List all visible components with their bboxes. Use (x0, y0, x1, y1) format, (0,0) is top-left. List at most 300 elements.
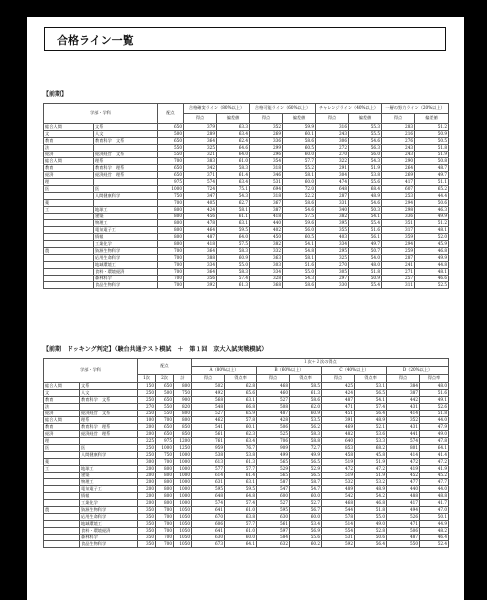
value-cell: 441 (387, 431, 420, 438)
pass-line-table (43, 103, 449, 289)
value-cell: 469 (322, 424, 355, 431)
faculty-cell (44, 282, 94, 289)
faculty-cell (44, 527, 80, 534)
value-cell: 264 (382, 165, 415, 172)
value-cell: 347 (184, 192, 217, 199)
value-cell: 56.0 (283, 227, 316, 234)
faculty-cell: 工 (44, 465, 80, 472)
points-header: 配点 (158, 104, 184, 124)
value-cell: 531 (250, 179, 283, 186)
value-cell: 975 (156, 438, 174, 445)
value-cell: 58.3 (290, 431, 322, 438)
department-cell: 人文 (80, 389, 138, 396)
value-cell: 47.2 (355, 465, 387, 472)
value-cell: 62.0 (290, 403, 322, 410)
value-cell: 550 (158, 144, 184, 151)
score-header: 得点 (250, 114, 283, 124)
value-cell: 269 (250, 130, 283, 137)
table-row (44, 282, 449, 289)
faculty-cell: 経済 (44, 431, 80, 438)
value-cell: 630 (257, 513, 290, 520)
value-cell: 532 (322, 479, 355, 486)
value-cell: 287 (382, 254, 415, 261)
value-cell: 550 (158, 151, 184, 158)
value-cell: 49.0 (420, 431, 449, 438)
value-cell: 547 (257, 486, 290, 493)
value-cell: 48.9 (355, 486, 387, 493)
value-cell: 47.8 (420, 438, 449, 445)
value-cell: 58.1 (283, 172, 316, 179)
department-cell: 工業化学 (80, 500, 138, 507)
value-cell: 54.6 (283, 206, 316, 213)
value-cell: 487 (322, 396, 355, 403)
dept-header: 学部・学科 (44, 359, 138, 383)
faculty-cell: 法 (44, 144, 94, 151)
value-cell: 270 (316, 261, 349, 268)
value-cell: 52.4 (420, 541, 449, 548)
value-cell: 414 (387, 410, 420, 417)
value-cell: 75.1 (217, 186, 250, 193)
value-cell: 352 (387, 417, 420, 424)
value-cell: 53.8 (225, 451, 257, 458)
faculty-cell (44, 268, 94, 275)
value-cell: 51.8 (355, 507, 387, 514)
total-points-cell: 1200 (174, 438, 192, 445)
value-cell: 325 (184, 144, 217, 151)
value-cell: 587 (257, 479, 290, 486)
value-cell: 49.0 (355, 520, 387, 527)
value-cell: 51.6 (283, 261, 316, 268)
value-cell: 325 (316, 254, 349, 261)
value-cell: 58.5 (290, 383, 322, 390)
value-cell: 354 (250, 158, 283, 165)
value-cell: 417 (387, 500, 420, 507)
value-cell: 673 (192, 541, 225, 548)
value-cell: 58.1 (283, 254, 316, 261)
faculty-cell: 総合人間 (44, 124, 94, 131)
value-cell: 706 (257, 438, 290, 445)
value-cell: 350 (138, 513, 156, 520)
value-cell: 68.4 (349, 186, 382, 193)
value-cell: 45.9 (415, 241, 449, 248)
department-cell (80, 403, 138, 410)
value-cell: 53.8 (349, 172, 382, 179)
table-row (44, 389, 449, 396)
department-cell: 文系 (94, 124, 158, 131)
value-cell: 322 (316, 158, 349, 165)
value-cell: 49.1 (420, 396, 449, 403)
value-cell: 418 (184, 241, 217, 248)
value-cell: 48.1 (415, 227, 449, 234)
total-header: 計 (174, 375, 192, 383)
department-cell: 教育科学 理系 (80, 424, 138, 431)
value-cell: 200 (138, 500, 156, 507)
value-cell: 574 (184, 179, 217, 186)
table-row (44, 220, 449, 227)
dev-header: 偏差値 (283, 114, 316, 124)
value-cell: 565 (257, 472, 290, 479)
value-cell: 801 (387, 445, 420, 452)
faculty-cell (44, 472, 80, 479)
value-cell: 50.8 (415, 158, 449, 165)
value-cell: 55.0 (355, 513, 387, 520)
value-cell: 800 (158, 213, 184, 220)
value-cell: 259 (382, 248, 415, 255)
value-cell: 403 (316, 234, 349, 241)
value-cell: 550 (387, 541, 420, 548)
table-row (44, 179, 449, 186)
value-cell: 58.6 (283, 137, 316, 144)
value-cell: 613 (192, 458, 225, 465)
value-cell: 959 (192, 445, 225, 452)
value-cell: 332 (250, 248, 283, 255)
value-cell: 49.9 (290, 451, 322, 458)
total-points-cell: 1050 (174, 534, 192, 541)
faculty-cell: 理 (44, 438, 80, 445)
value-cell: 489 (322, 486, 355, 493)
value-cell: 468 (322, 500, 355, 507)
total-points-cell: 1000 (174, 472, 192, 479)
table-row (44, 424, 449, 431)
value-cell: 44.9 (420, 520, 449, 527)
department-cell: 電気電子工 (94, 227, 158, 234)
value-cell: 321 (184, 151, 217, 158)
dev-header: 偏差値 (217, 114, 250, 124)
table-row (44, 268, 449, 275)
value-cell: 487 (184, 234, 217, 241)
total-points-cell: 1050 (174, 541, 192, 548)
table-row (44, 130, 449, 137)
value-cell: 54.3 (349, 158, 382, 165)
value-cell: 50.5 (415, 137, 449, 144)
value-cell: 250 (138, 445, 156, 452)
value-cell: 48.7 (415, 165, 449, 172)
table-row (44, 520, 449, 527)
group-header: チャレンジライン（40%以上） (316, 104, 382, 114)
value-cell: 61.3 (290, 389, 322, 396)
group-header: 合格可能ライン（60%以上） (250, 104, 316, 114)
value-cell: 424 (184, 206, 217, 213)
value-cell: 800 (156, 500, 174, 507)
value-cell: 561 (257, 520, 290, 527)
value-cell: 452 (387, 472, 420, 479)
value-cell: 200 (138, 431, 156, 438)
score-header: 得点 (257, 375, 290, 383)
value-cell: 492 (192, 389, 225, 396)
table-row (44, 438, 449, 445)
value-cell: 607 (382, 186, 415, 193)
value-cell: 328 (250, 275, 283, 282)
total-points-cell: 800 (174, 417, 192, 424)
table-body (44, 124, 449, 289)
value-cell: 51.6 (420, 389, 449, 396)
value-cell: 55.6 (349, 179, 382, 186)
table-row (44, 248, 449, 255)
value-cell: 58.3 (217, 268, 250, 275)
department-cell: 建築 (94, 213, 158, 220)
value-cell: 700 (156, 507, 174, 514)
value-cell: 45.2 (420, 472, 449, 479)
value-cell: 243 (382, 144, 415, 151)
value-cell: 57.5 (217, 241, 250, 248)
value-cell: 61.0 (225, 507, 257, 514)
value-cell: 48.0 (420, 383, 449, 390)
value-cell: 55.0 (217, 261, 250, 268)
department-cell: 建築 (80, 472, 138, 479)
value-cell: 56.7 (290, 507, 322, 514)
value-cell: 331 (316, 199, 349, 206)
value-cell: 450 (250, 234, 283, 241)
value-cell: 724 (184, 186, 217, 193)
total-points-cell: 1050 (174, 507, 192, 514)
value-cell: 500 (158, 130, 184, 137)
value-cell: 47.7 (420, 479, 449, 486)
value-cell: 50.6 (415, 199, 449, 206)
value-cell: 241 (382, 261, 415, 268)
value-cell: 525 (257, 431, 290, 438)
value-cell: 382 (250, 241, 283, 248)
value-cell: 53.1 (355, 383, 387, 390)
value-cell: 297 (316, 275, 349, 282)
value-cell: 56.5 (290, 458, 322, 465)
value-cell: 58.3 (217, 165, 250, 172)
value-cell: 670 (192, 513, 225, 520)
value-cell: 650 (158, 165, 184, 172)
total-points-cell: 750 (174, 389, 192, 396)
department-cell (80, 458, 138, 465)
total-points-cell: 1000 (174, 486, 192, 493)
score-header: 得点 (382, 114, 415, 124)
value-cell: 700 (158, 254, 184, 261)
value-cell: 50.6 (355, 534, 387, 541)
section2-label: 【前期 ドッキング判定】（駿台共通テスト模試 ＋ 第１回 京大入試実戦模試） (43, 346, 268, 353)
value-cell: 59.6 (283, 220, 316, 227)
value-cell: 44.0 (420, 486, 449, 493)
faculty-cell: 総合人間 (44, 417, 80, 424)
value-cell: 451 (322, 410, 355, 417)
sum-header: １次＋２次の得点 (192, 359, 449, 367)
value-cell: 574 (387, 438, 420, 445)
value-cell: 488 (387, 493, 420, 500)
department-cell: 経済経営 理系 (94, 172, 158, 179)
department-cell: 文系 (80, 383, 138, 390)
total-points-cell: 800 (174, 410, 192, 417)
value-cell: 304 (316, 172, 349, 179)
value-cell: 650 (156, 431, 174, 438)
value-cell: 58.6 (290, 396, 322, 403)
value-cell: 63.4 (217, 130, 250, 137)
value-cell: 61.3 (225, 458, 257, 465)
value-cell: 641 (192, 527, 225, 534)
value-cell: 64.1 (420, 445, 449, 452)
value-cell: 650 (158, 172, 184, 179)
table-row (44, 165, 449, 172)
department-cell: 情報 (80, 493, 138, 500)
table-row (44, 227, 449, 234)
faculty-cell (44, 254, 94, 261)
value-cell: 65.6 (225, 389, 257, 396)
faculty-cell (44, 220, 94, 227)
value-cell: 60.0 (290, 493, 322, 500)
first-header: 1次 (138, 375, 156, 383)
value-cell: 100 (138, 417, 156, 424)
value-cell: 648 (192, 493, 225, 500)
value-cell: 350 (138, 541, 156, 548)
value-cell: 60.2 (290, 541, 322, 548)
value-cell: 59.5 (217, 227, 250, 234)
value-cell: 57.8 (225, 417, 257, 424)
department-cell: 人間健康科学 (94, 192, 158, 199)
table-row (44, 486, 449, 493)
value-cell: 56.3 (349, 144, 382, 151)
value-cell: 63.1 (217, 220, 250, 227)
value-cell: 650 (156, 383, 174, 390)
faculty-cell: 理 (44, 179, 94, 186)
value-cell: 50.9 (415, 130, 449, 137)
value-cell: 200 (138, 472, 156, 479)
value-cell: 356 (184, 275, 217, 282)
value-cell: 417 (382, 179, 415, 186)
value-cell: 49.9 (415, 254, 449, 261)
value-cell: 60.0 (283, 179, 316, 186)
value-cell: 541 (192, 424, 225, 431)
value-cell: 527 (192, 410, 225, 417)
department-cell: 医 (80, 445, 138, 452)
value-cell: 56.0 (349, 151, 382, 158)
department-cell: 医 (94, 186, 158, 193)
table-row (44, 192, 449, 199)
department-cell: 食料・環境経済 (94, 268, 158, 275)
value-cell: 529 (257, 465, 290, 472)
faculty-cell (44, 192, 94, 199)
faculty-cell: 経済 (44, 151, 94, 158)
table-row (44, 451, 449, 458)
value-cell: 500 (156, 389, 174, 396)
value-cell: 382 (316, 213, 349, 220)
value-cell: 482 (322, 431, 355, 438)
value-cell: 46.4 (420, 534, 449, 541)
value-cell: 250 (138, 396, 156, 403)
group-header: A（80%以上） (192, 367, 257, 375)
department-cell: 教育科学 文系 (80, 396, 138, 403)
department-cell: 資源生物科学 (94, 248, 158, 255)
value-cell: 52.2 (283, 192, 316, 199)
value-cell: 44.4 (415, 192, 449, 199)
faculty-cell (44, 486, 80, 493)
value-cell: 487 (257, 410, 290, 417)
value-cell: 56.2 (290, 424, 322, 431)
value-cell: 336 (250, 137, 283, 144)
value-cell: 57.4 (217, 275, 250, 282)
value-cell: 909 (257, 445, 290, 452)
value-cell: 47.9 (420, 424, 449, 431)
value-cell: 287 (316, 192, 349, 199)
department-cell (94, 199, 158, 206)
value-cell: 468 (257, 383, 290, 390)
value-cell: 54.6 (349, 199, 382, 206)
table-row (44, 186, 449, 193)
value-cell: 57.7 (225, 465, 257, 472)
value-cell: 53.3 (355, 438, 387, 445)
value-cell: 750 (156, 451, 174, 458)
value-cell: 54.1 (283, 241, 316, 248)
faculty-cell (44, 493, 80, 500)
value-cell: 50.9 (349, 275, 382, 282)
total-points-cell: 1000 (174, 465, 192, 472)
value-cell: 300 (138, 458, 156, 465)
value-cell: 64.0 (217, 234, 250, 241)
value-cell: 54.3 (217, 192, 250, 199)
faculty-cell: 文 (44, 389, 80, 396)
value-cell: 595 (257, 507, 290, 514)
value-cell: 418 (250, 213, 283, 220)
value-cell: 64.1 (225, 541, 257, 548)
value-cell: 48.9 (355, 417, 387, 424)
value-cell: 299 (250, 144, 283, 151)
value-cell: 216 (382, 130, 415, 137)
value-cell: 243 (382, 151, 415, 158)
value-cell: 225 (138, 438, 156, 445)
value-cell: 387 (250, 206, 283, 213)
table-row (44, 396, 449, 403)
value-cell: 460 (257, 389, 290, 396)
value-cell: 76.7 (225, 445, 257, 452)
score-header: 得点 (322, 375, 355, 383)
group-header: C（40%以上） (322, 367, 387, 375)
value-cell: 506 (257, 424, 290, 431)
value-cell: 392 (184, 282, 217, 289)
value-cell: 46.8 (355, 500, 387, 507)
value-cell: 54.2 (355, 493, 387, 500)
value-cell: 52.6 (420, 403, 449, 410)
department-cell (80, 438, 138, 445)
department-cell: 経済経営 理系 (80, 431, 138, 438)
value-cell: 250 (138, 389, 156, 396)
faculty-cell (44, 513, 80, 520)
department-cell: 地域環境工 (94, 261, 158, 268)
value-cell: 298 (382, 206, 415, 213)
value-cell: 305 (316, 268, 349, 275)
department-cell (94, 144, 158, 151)
value-cell: 303 (250, 261, 283, 268)
value-cell: 387 (387, 389, 420, 396)
value-cell: 853 (322, 445, 355, 452)
value-cell: 68.2 (355, 445, 387, 452)
rate-header: 得点率 (290, 375, 322, 383)
faculty-cell: 医 (44, 186, 94, 193)
value-cell: 975 (158, 179, 184, 186)
value-cell: 350 (138, 534, 156, 541)
value-cell: 200 (138, 465, 156, 472)
table-row (44, 137, 449, 144)
faculty-cell: 薬 (44, 458, 80, 465)
value-cell: 700 (158, 158, 184, 165)
value-cell: 61.4 (225, 472, 257, 479)
value-cell: 363 (250, 254, 283, 261)
value-cell: 700 (158, 261, 184, 268)
value-cell: 306 (316, 137, 349, 144)
total-points-cell: 1050 (174, 520, 192, 527)
value-cell: 350 (138, 520, 156, 527)
value-cell: 424 (322, 389, 355, 396)
value-cell: 334 (184, 261, 217, 268)
department-cell: 森林科学 (94, 275, 158, 282)
value-cell: 200 (138, 486, 156, 493)
department-cell (94, 179, 158, 186)
value-cell: 41.4 (420, 451, 449, 458)
group-header: D（20%以上） (387, 367, 449, 375)
score-header: 得点 (316, 114, 349, 124)
